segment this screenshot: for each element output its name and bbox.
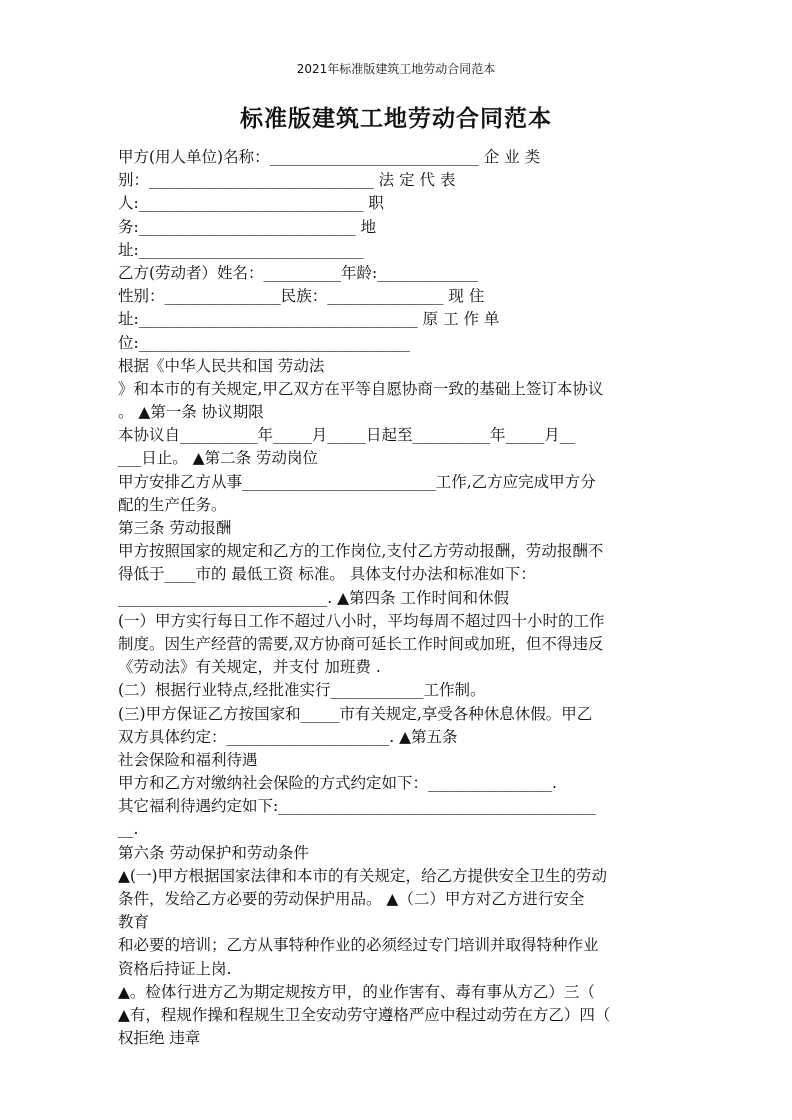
text-line: 权拒绝 违章	[118, 1029, 201, 1048]
text-line: 务:____________________________ 地	[118, 217, 377, 236]
text-line: 址:____________________________________ 原 工 作 单	[118, 310, 500, 329]
text-line: 《劳动法》有关规定，并支付 加班费 .	[118, 658, 381, 677]
text-line: 位:___________________________________	[118, 333, 410, 352]
text-line: 乙方(劳动者）姓名：__________年龄:_____________	[118, 263, 479, 282]
text-line: 双方具体约定：_____________________. ▲第五条	[118, 727, 458, 746]
text-line: 和必要的培训；乙方从事特种作业的必须经过专门培训并取得特种作业	[118, 936, 599, 955]
text-line: 配的生产任务。	[118, 495, 227, 514]
text-line: 。 ▲第一条 协议期限	[118, 403, 264, 422]
text-line: 甲方(用人单位)名称：___________________________ 企 业 类	[118, 148, 541, 166]
text-line: (三)甲方保证乙方按国家和_____市有关规定,享受各种休息休假。甲乙	[118, 704, 593, 723]
text-line: __.	[118, 820, 139, 839]
text-line: ▲(一)甲方根据国家法律和本市的有关规定，给乙方提供安全卫生的劳动	[118, 866, 608, 885]
text-line: 其它福利待遇约定如下:_________________________________________	[118, 797, 596, 816]
text-line: 性别：_______________民族：_______________ 现 住	[118, 287, 485, 306]
contract-body	[118, 146, 668, 1050]
text-line: ▲。检体行进方乙为期定规按方甲，的业作害有、毒有事从方乙）三（	[118, 982, 595, 1001]
text-line: ▲有，程规作操和程规生卫全安动劳守遵格严应中程过动劳在方乙）四（	[118, 1005, 611, 1024]
text-line: 》和本市的有关规定,甲乙双方在平等自愿协商一致的基础上签订本协议	[118, 379, 604, 398]
text-line: 条件，发给乙方必要的劳动保护用品。 ▲（二）甲方对乙方进行安全	[118, 890, 585, 908]
text-line: 第三条 劳动报酬	[118, 519, 232, 537]
page-header: 2021年标准版建筑工地劳动合同范本	[296, 62, 496, 76]
text-line: 制度。因生产经营的需要,双方协商可延长工作时间或加班，但不得违反	[118, 634, 604, 653]
text-line: 人:_____________________________ 职	[118, 194, 384, 213]
text-line: (二）根据行业特点,经批准实行____________工作制。	[118, 681, 486, 700]
text-line: 本协议自__________年_____月_____日起至__________年_____月__	[118, 426, 576, 445]
document-title: 标准版建筑工地劳动合同范本	[240, 106, 552, 132]
text-line: ___________________________. ▲第四条 工作时间和休假	[118, 588, 509, 607]
text-line: 甲方安排乙方从事_________________________工作,乙方应完成甲方分	[118, 472, 596, 491]
text-line: 根据《中华人民共和国 劳动法	[118, 356, 325, 375]
text-line: 得低于____市的 最低工资 标准。 具体支付办法和标准如下：	[118, 565, 536, 584]
text-line: 甲方和乙方对缴纳社会保险的方式约定如下：________________.	[118, 774, 557, 793]
text-line: 甲方按照国家的规定和乙方的工作岗位,支付乙方劳动报酬，劳动报酬不	[118, 542, 604, 561]
text-line: 教育	[118, 913, 150, 932]
text-line: 址:_____________________________	[118, 240, 364, 259]
text-line: 别：_____________________________ 法 定 代 表	[118, 171, 456, 190]
text-line: 第六条 劳动保护和劳动条件	[118, 843, 309, 862]
text-line: ___日止。 ▲第二条 劳动岗位	[118, 449, 319, 468]
text-line: 资格后持证上岗.	[118, 959, 232, 978]
text-line: (一）甲方实行每日工作不超过八小时，平均每周不超过四十小时的工作	[118, 611, 605, 630]
text-line: 社会保险和福利待遇	[118, 750, 258, 769]
